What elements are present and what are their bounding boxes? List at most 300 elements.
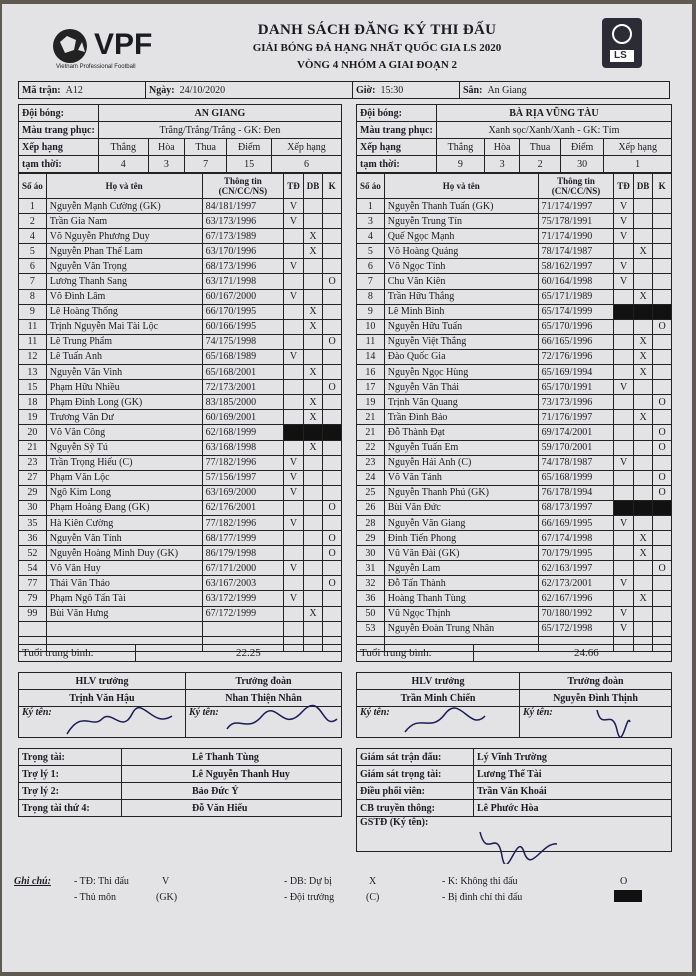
status-not-playing	[323, 440, 342, 455]
match-venue: An Giang	[487, 84, 527, 96]
status-played	[284, 410, 304, 425]
player-name: Võ Văn Công	[46, 425, 202, 440]
status-reserve	[633, 515, 653, 530]
player-info: 66/170/1995	[202, 304, 284, 319]
status-played: V	[284, 289, 304, 304]
status-reserve: X	[633, 349, 653, 364]
status-played	[614, 440, 634, 455]
player-name: Nguyễn Ngọc Hùng	[384, 365, 538, 380]
status-reserve	[303, 334, 323, 349]
player-name: Bùi Văn Đức	[384, 500, 538, 515]
shirt-number: 3	[357, 214, 385, 229]
status-played	[614, 334, 634, 349]
status-played: V	[614, 621, 634, 636]
status-not-playing: O	[653, 440, 672, 455]
status-not-playing	[653, 621, 672, 636]
status-not-playing	[323, 365, 342, 380]
player-row	[357, 334, 672, 349]
status-not-playing: O	[653, 485, 672, 500]
status-not-playing	[653, 410, 672, 425]
status-not-playing	[323, 289, 342, 304]
match-date: 24/10/2020	[179, 84, 226, 96]
player-info: 70/179/1995	[538, 546, 614, 561]
player-name: Trịnh Nguyễn Mai Tài Lộc	[46, 319, 202, 334]
team-left-panel	[18, 104, 342, 652]
player-row	[19, 395, 342, 410]
player-name: Nguyễn Thanh Tuấn (GK)	[384, 199, 538, 214]
status-not-playing	[323, 304, 342, 319]
status-played	[284, 425, 304, 440]
shirt-number: 79	[19, 591, 47, 606]
player-row	[19, 214, 342, 229]
player-info: 74/178/1987	[538, 455, 614, 470]
status-reserve: X	[633, 591, 653, 606]
player-name: Vũ Ngọc Thịnh	[384, 606, 538, 621]
shirt-number: 1	[357, 199, 385, 214]
shirt-number: 29	[19, 485, 47, 500]
player-name: Võ Ngọc Tính	[384, 259, 538, 274]
status-not-playing	[653, 591, 672, 606]
player-info: 67/172/1999	[202, 606, 284, 621]
player-name: Phạm Ngô Tấn Tài	[46, 591, 202, 606]
shirt-number: 15	[19, 380, 47, 395]
supervisors-table: Giám sát trận đấu: Lý Vĩnh Trường Giám sát trọng tài: Lương Thế Tài Điều phối viên: Trần Văn Khoái CB truyền thông: Lê Phước Hòa GSTĐ (Ký tên):	[356, 748, 672, 852]
player-row	[19, 229, 342, 244]
status-not-playing	[653, 515, 672, 530]
status-not-playing: O	[653, 425, 672, 440]
status-reserve	[633, 561, 653, 576]
referees-table: Trọng tài: Lê Thanh Tùng Trợ lý 1: Lê Nguyễn Thanh Huy Trợ lý 2: Bảo Đức Ý Trọng tài thứ 4: Đỗ Văn Hiếu	[18, 748, 342, 817]
right-officials: HLV trưởng Trưởng đoàn Trần Minh Chiến Nguyễn Đình Thịnh Ký tên: Ký tên:	[356, 672, 672, 738]
status-played: V	[614, 259, 634, 274]
player-info: 73/173/1996	[538, 395, 614, 410]
player-row	[19, 576, 342, 591]
player-info: 72/176/1996	[538, 349, 614, 364]
status-not-playing: O	[653, 561, 672, 576]
player-name: Đinh Tiến Phong	[384, 531, 538, 546]
player-info: 65/168/1999	[538, 470, 614, 485]
status-played	[284, 334, 304, 349]
player-row	[357, 455, 672, 470]
status-not-playing	[323, 214, 342, 229]
match-time: 15:30	[380, 84, 404, 96]
player-row	[357, 500, 672, 515]
team-left-info: Đội bóng: AN GIANG Màu trang phục: Trắng/Trắng/Trắng - GK: Đen Xếp hạng Thắng Hòa Thua Điểm Xếp hạng tạm thời: 4 3 7 15 6	[18, 104, 342, 173]
status-reserve	[303, 349, 323, 364]
player-name: Nguyễn Tuấn Em	[384, 440, 538, 455]
shirt-number: 12	[19, 349, 47, 364]
player-info: 67/173/1989	[202, 229, 284, 244]
player-name: Nguyễn Việt Thắng	[384, 334, 538, 349]
player-info: 65/168/1989	[202, 349, 284, 364]
shirt-number: 14	[357, 349, 385, 364]
status-not-playing	[653, 500, 672, 515]
shirt-number: 4	[357, 229, 385, 244]
status-reserve	[303, 591, 323, 606]
player-info: 63/169/2000	[202, 485, 284, 500]
shirt-number: 8	[357, 289, 385, 304]
player-row	[19, 606, 342, 621]
player-row	[357, 349, 672, 364]
status-not-playing: O	[323, 500, 342, 515]
shirt-number: 19	[19, 410, 47, 425]
player-name: Lê Tuấn Anh	[46, 349, 202, 364]
status-played	[614, 531, 634, 546]
status-not-playing	[323, 606, 342, 621]
player-name: Nguyễn Hữu Tuấn	[384, 319, 538, 334]
status-played	[284, 576, 304, 591]
player-row	[357, 214, 672, 229]
status-played: V	[284, 591, 304, 606]
player-name: Quế Ngọc Mạnh	[384, 229, 538, 244]
vpf-logo	[48, 24, 208, 74]
player-info: 60/169/2001	[202, 410, 284, 425]
team-left-kit: Trắng/Trắng/Trắng - GK: Đen	[98, 122, 341, 139]
status-not-playing	[653, 365, 672, 380]
player-row	[357, 259, 672, 274]
player-info: 57/156/1997	[202, 470, 284, 485]
player-row	[19, 546, 342, 561]
player-info: 65/169/1994	[538, 365, 614, 380]
shirt-number: 29	[357, 531, 385, 546]
left-officials: HLV trưởng Trưởng đoàn Trịnh Văn Hậu Nhan Thiện Nhân Ký tên: Ký tên:	[18, 672, 342, 738]
player-name: Thái Văn Thảo	[46, 576, 202, 591]
status-not-playing	[323, 395, 342, 410]
status-reserve	[303, 531, 323, 546]
player-row	[357, 199, 672, 214]
status-reserve	[303, 380, 323, 395]
status-played: V	[284, 259, 304, 274]
player-name: Trần Trọng Hiếu (C)	[46, 455, 202, 470]
player-name: Võ Hoàng Quảng	[384, 244, 538, 259]
status-played	[614, 319, 634, 334]
status-not-playing	[323, 425, 342, 440]
player-name: Hà Kiên Cường	[46, 515, 202, 530]
player-info: 71/176/1997	[538, 410, 614, 425]
status-reserve: X	[303, 395, 323, 410]
shirt-number: 1	[19, 199, 47, 214]
status-played: V	[614, 606, 634, 621]
status-played: V	[284, 214, 304, 229]
status-not-playing	[653, 531, 672, 546]
player-info: 74/175/1998	[202, 334, 284, 349]
status-reserve	[303, 199, 323, 214]
status-not-playing	[323, 591, 342, 606]
player-name: Nguyễn Trung Tín	[384, 214, 538, 229]
status-played	[284, 380, 304, 395]
shirt-number: 24	[357, 470, 385, 485]
status-reserve	[303, 274, 323, 289]
player-info: 63/171/1998	[202, 274, 284, 289]
status-reserve	[633, 319, 653, 334]
status-reserve	[633, 470, 653, 485]
player-info: 62/167/1996	[538, 591, 614, 606]
status-played	[284, 621, 304, 636]
shirt-number: 6	[19, 259, 47, 274]
player-info: 66/169/1995	[538, 515, 614, 530]
player-row	[19, 319, 342, 334]
player-row	[19, 531, 342, 546]
status-reserve	[633, 576, 653, 591]
player-name: Nguyễn Lam	[384, 561, 538, 576]
legend: Ghi chú: - TĐ: Thi đấu V - DB: Dự bị X - K: Không thi đấu O - Thủ môn (GK) - Đội trưởng (C) - Bị đình chỉ thi đấu	[14, 876, 684, 916]
status-reserve	[303, 621, 323, 636]
shirt-number: 54	[19, 561, 47, 576]
player-name: Đỗ Thành Đạt	[384, 425, 538, 440]
status-not-playing: O	[323, 334, 342, 349]
player-info	[202, 621, 284, 636]
shirt-number: 31	[357, 561, 385, 576]
player-row	[357, 546, 672, 561]
status-reserve: X	[633, 531, 653, 546]
player-row	[19, 349, 342, 364]
status-reserve	[303, 546, 323, 561]
status-not-playing	[653, 289, 672, 304]
status-played	[614, 365, 634, 380]
shirt-number: 36	[357, 591, 385, 606]
status-played	[614, 485, 634, 500]
player-name: Đỗ Tấn Thành	[384, 576, 538, 591]
signature-left-manager	[222, 704, 342, 740]
shirt-number: 77	[19, 576, 47, 591]
player-row	[357, 440, 672, 455]
player-row	[19, 621, 342, 636]
status-reserve: X	[633, 546, 653, 561]
status-reserve	[303, 289, 323, 304]
shirt-number: 21	[357, 425, 385, 440]
player-info: 77/182/1996	[202, 515, 284, 530]
player-info: 72/173/2001	[202, 380, 284, 395]
team-left-name: AN GIANG	[98, 105, 341, 122]
shirt-number: 22	[357, 440, 385, 455]
status-reserve	[633, 500, 653, 515]
status-not-playing	[653, 455, 672, 470]
player-info: 68/177/1999	[202, 531, 284, 546]
player-info: 84/181/1997	[202, 199, 284, 214]
status-not-playing	[653, 259, 672, 274]
status-reserve	[633, 485, 653, 500]
player-name: Bùi Văn Hưng	[46, 606, 202, 621]
player-row	[19, 561, 342, 576]
status-played: V	[614, 576, 634, 591]
shirt-number: 5	[357, 244, 385, 259]
status-not-playing	[323, 319, 342, 334]
status-reserve	[633, 395, 653, 410]
match-code: A12	[65, 84, 83, 96]
ls-logo: LS	[602, 18, 642, 68]
shirt-number: 17	[357, 380, 385, 395]
player-row	[19, 304, 342, 319]
player-name: Ngô Kim Long	[46, 485, 202, 500]
status-reserve: X	[303, 410, 323, 425]
player-info: 71/174/1997	[538, 199, 614, 214]
status-played: V	[284, 515, 304, 530]
shirt-number: 11	[19, 334, 47, 349]
status-reserve	[633, 274, 653, 289]
status-played	[614, 500, 634, 515]
status-played	[614, 244, 634, 259]
player-name: Nguyễn Thanh Phú (GK)	[384, 485, 538, 500]
left-manager-name: Nhan Thiện Nhân	[186, 690, 342, 707]
status-played: V	[284, 470, 304, 485]
shirt-number: 16	[357, 365, 385, 380]
shirt-number: 21	[19, 440, 47, 455]
shirt-number: 11	[19, 319, 47, 334]
status-not-playing	[323, 561, 342, 576]
player-name: Trần Gia Nam	[46, 214, 202, 229]
status-reserve	[633, 606, 653, 621]
player-name: Nguyễn Văn Tính	[46, 531, 202, 546]
player-name: Hoàng Thanh Tùng	[384, 591, 538, 606]
status-not-playing	[323, 349, 342, 364]
player-name: Lê Hoàng Thống	[46, 304, 202, 319]
status-played	[284, 395, 304, 410]
player-row	[19, 199, 342, 214]
shirt-number: 7	[357, 274, 385, 289]
signature-right-manager	[592, 702, 632, 738]
player-row	[357, 591, 672, 606]
status-played	[284, 440, 304, 455]
player-row	[19, 244, 342, 259]
status-not-playing	[323, 470, 342, 485]
shirt-number: 23	[19, 455, 47, 470]
left-average-age: Tuổi trung bình: 22.25	[18, 644, 342, 662]
player-info: 69/174/2001	[538, 425, 614, 440]
player-row	[19, 274, 342, 289]
player-row	[357, 229, 672, 244]
status-played	[284, 319, 304, 334]
status-not-playing	[653, 304, 672, 319]
status-reserve	[633, 304, 653, 319]
logo-text: VPF	[94, 28, 153, 61]
player-row	[357, 365, 672, 380]
player-row	[19, 470, 342, 485]
player-name: Nguyễn Hải Anh (C)	[384, 455, 538, 470]
player-row	[357, 289, 672, 304]
shirt-number: 13	[19, 365, 47, 380]
shirt-number	[19, 621, 47, 636]
player-name: Trần Đình Bảo	[384, 410, 538, 425]
player-row	[19, 259, 342, 274]
status-not-playing: O	[653, 319, 672, 334]
player-name: Nguyễn Hoàng Minh Duy (GK)	[46, 546, 202, 561]
shirt-number: 27	[19, 470, 47, 485]
shirt-number: 32	[357, 576, 385, 591]
status-not-playing	[653, 349, 672, 364]
status-played	[614, 546, 634, 561]
status-played	[284, 365, 304, 380]
player-info: 62/168/1999	[202, 425, 284, 440]
player-name	[46, 621, 202, 636]
player-row	[357, 606, 672, 621]
shirt-number: 7	[19, 274, 47, 289]
shirt-number: 4	[19, 229, 47, 244]
shirt-number: 18	[19, 395, 47, 410]
status-played: V	[614, 455, 634, 470]
player-row	[357, 380, 672, 395]
signature-left-coach	[62, 704, 182, 740]
suspended-symbol	[614, 890, 642, 902]
player-row	[357, 621, 672, 636]
player-info: 76/178/1994	[538, 485, 614, 500]
status-played: V	[284, 455, 304, 470]
player-info: 60/167/2000	[202, 289, 284, 304]
logo-subtitle: Vietnam Professional Football	[56, 64, 136, 70]
shirt-number: 36	[19, 531, 47, 546]
status-reserve	[303, 455, 323, 470]
player-row	[357, 395, 672, 410]
right-manager-name: Nguyễn Đình Thịnh	[520, 690, 672, 707]
status-not-playing	[653, 380, 672, 395]
status-not-playing	[653, 576, 672, 591]
player-row	[357, 485, 672, 500]
player-row	[19, 380, 342, 395]
status-reserve	[633, 621, 653, 636]
shirt-number: 11	[357, 334, 385, 349]
status-reserve	[303, 425, 323, 440]
player-name: Võ Đình Lâm	[46, 289, 202, 304]
status-played	[284, 304, 304, 319]
status-played: V	[614, 229, 634, 244]
status-not-playing: O	[653, 470, 672, 485]
player-info: 83/185/2000	[202, 395, 284, 410]
player-name: Chu Văn Kiên	[384, 274, 538, 289]
status-reserve: X	[303, 244, 323, 259]
player-info: 75/178/1991	[538, 214, 614, 229]
shirt-number: 20	[19, 425, 47, 440]
status-reserve: X	[633, 410, 653, 425]
player-info: 63/170/1996	[202, 244, 284, 259]
player-row	[19, 591, 342, 606]
player-row	[19, 425, 342, 440]
player-row	[19, 410, 342, 425]
player-info: 63/167/2003	[202, 576, 284, 591]
player-name: Võ Văn Tánh	[384, 470, 538, 485]
status-not-playing: O	[323, 274, 342, 289]
shirt-number: 53	[357, 621, 385, 636]
status-reserve	[303, 576, 323, 591]
status-played: V	[284, 349, 304, 364]
left-coach-name: Trịnh Văn Hậu	[19, 690, 186, 707]
shirt-number: 2	[19, 214, 47, 229]
player-name: Phạm Hữu Nhiều	[46, 380, 202, 395]
status-not-playing: O	[323, 380, 342, 395]
right-coach-name: Trần Minh Chiến	[357, 690, 520, 707]
status-reserve: X	[633, 365, 653, 380]
shirt-number: 5	[19, 244, 47, 259]
status-played: V	[284, 561, 304, 576]
status-reserve	[303, 214, 323, 229]
signature-supervisor	[472, 822, 562, 864]
status-not-playing	[653, 274, 672, 289]
player-info: 67/171/2000	[202, 561, 284, 576]
status-not-playing	[323, 259, 342, 274]
player-name: Nguyễn Đoàn Trung Nhân	[384, 621, 538, 636]
status-reserve	[633, 199, 653, 214]
player-row	[357, 410, 672, 425]
player-info: 63/173/1996	[202, 214, 284, 229]
player-row	[357, 425, 672, 440]
player-row	[357, 319, 672, 334]
status-reserve: X	[633, 289, 653, 304]
shirt-number: 23	[357, 455, 385, 470]
player-row	[19, 485, 342, 500]
player-name: Lê Minh Bình	[384, 304, 538, 319]
status-reserve	[633, 229, 653, 244]
player-info: 77/182/1996	[202, 455, 284, 470]
status-played: V	[284, 199, 304, 214]
shirt-number: 30	[357, 546, 385, 561]
